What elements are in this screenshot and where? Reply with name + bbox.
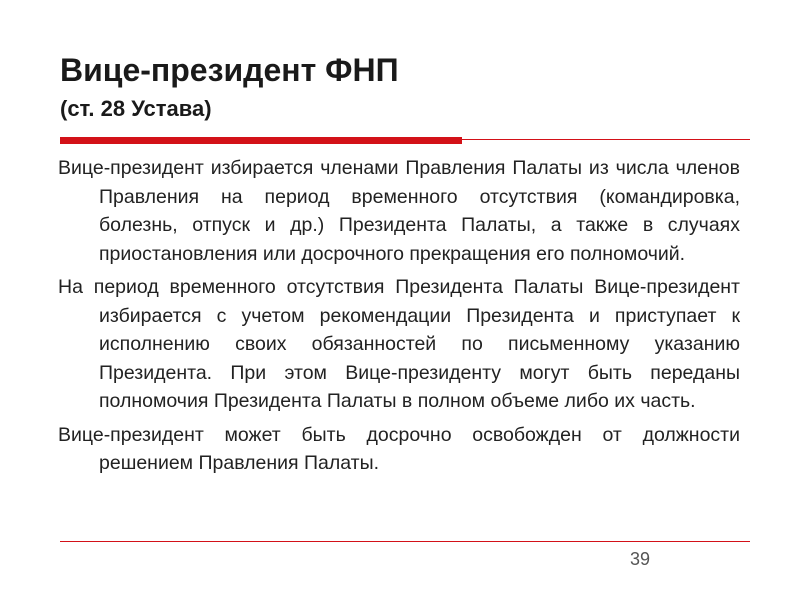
title-underline-thin — [462, 139, 750, 140]
paragraph-3: Вице-президент может быть досрочно освобожден от должности решением Правления Палаты. — [58, 423, 740, 474]
title-underline-thick — [60, 137, 462, 144]
footer-rule — [60, 541, 750, 542]
paragraph-1: Вице-президент избирается членами Правления Палаты из числа членов Правления на период временного отсутствия (командировка, болезнь, отпуск и др.) Президента Палаты, а также в случаях приостановления или досрочного прекращения его полномочий. — [58, 157, 740, 265]
paragraph-2: На период временного отсутствия Президента Палаты Вице-президент избирается с учетом рекомендации Президента и приступает к исполнению своих обязанностей по письменному указанию Президента. При этом Вице-президенту могут быть переданы полномочия Президента Палаты в полном объеме либо их часть. — [58, 276, 740, 412]
page-number: 39 — [629, 549, 650, 569]
body-text — [58, 154, 740, 483]
slide-subtitle: (ст. 28 Устава) — [60, 96, 212, 121]
slide-title: Вице-президент ФНП — [60, 52, 399, 88]
